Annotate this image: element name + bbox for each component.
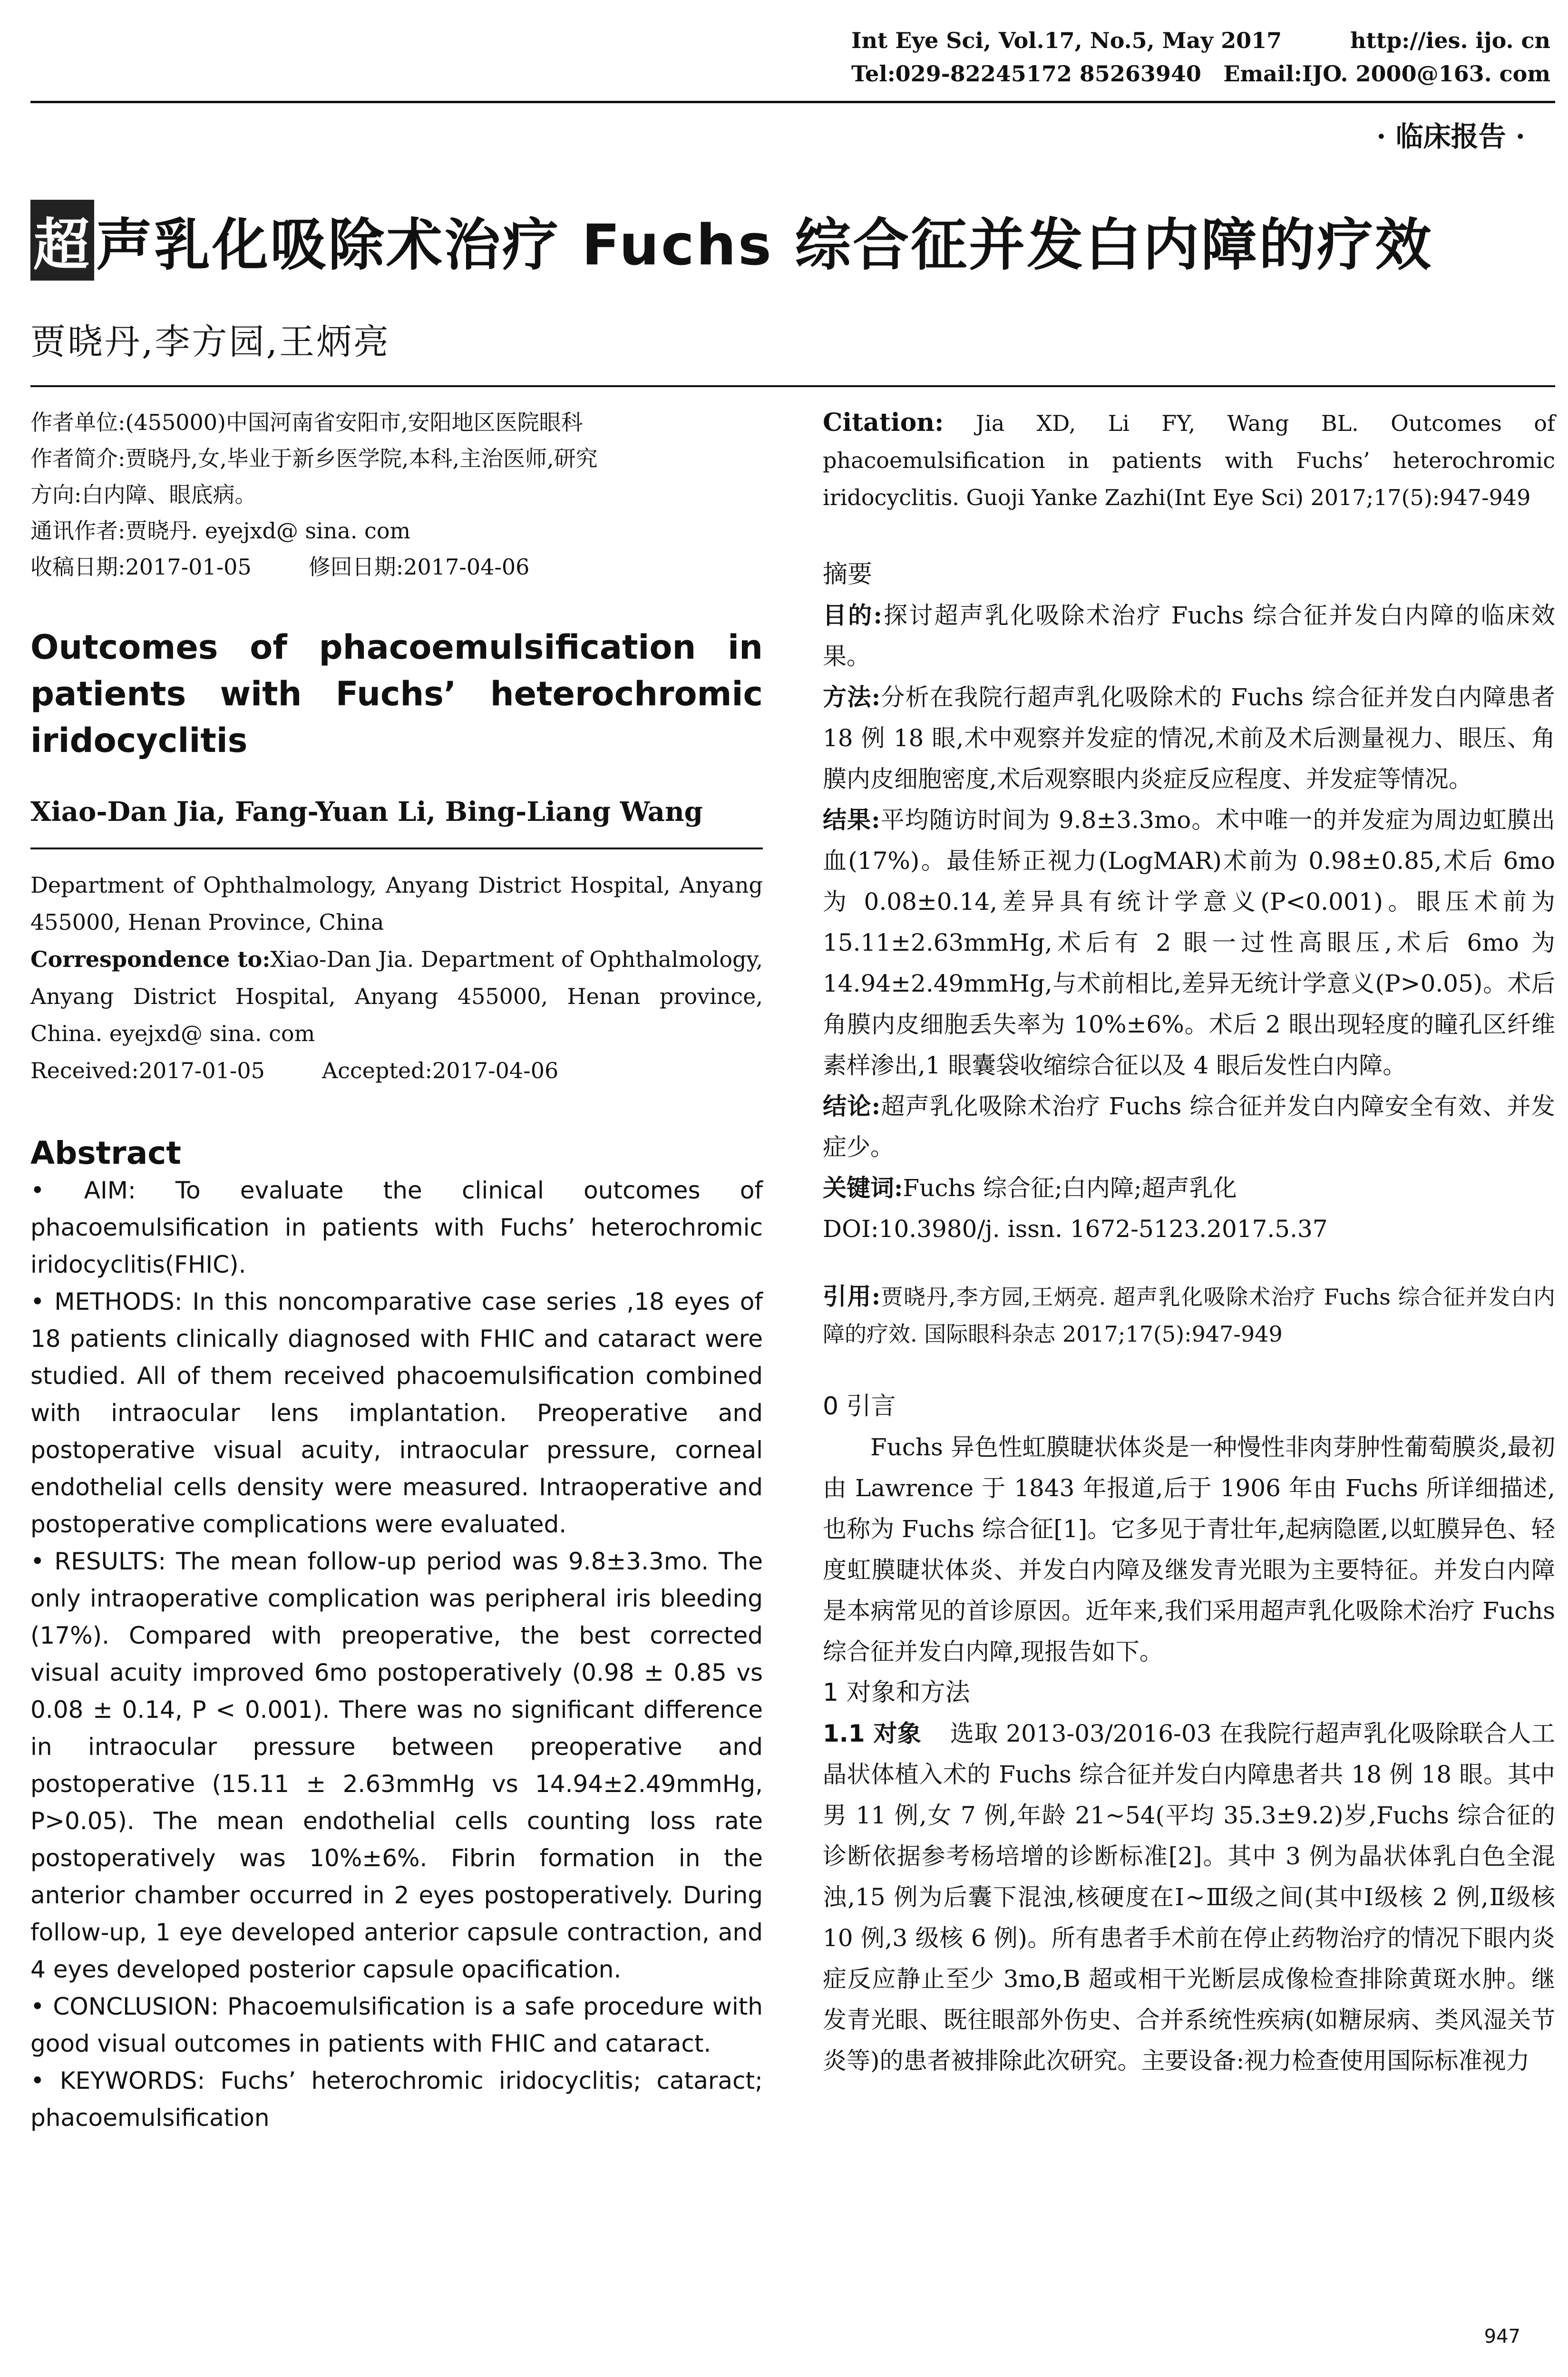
correspondence-text: Xiao-Dan Jia. Department of Ophthalmology, Anyang District Hospital, Anyang 455000, Henan province, China. eyejxd@ sina. com [30,946,763,1046]
author-bio-1: 作者简介:贾晓丹,女,毕业于新乡医学院,本科,主治医师,研究 [30,446,598,471]
authors-cn: 贾晓丹,李方园,王炳亮 [30,321,391,362]
accepted-en: Accepted:2017-04-06 [321,1058,559,1083]
article-title [30,200,1552,281]
abstract-conclusion: • CONCLUSION: Phacoemulsification is a safe procedure with good visual outcomes in patients with FHIC and cataract. [30,1993,763,2057]
revised-cn: 修回日期:2017-04-06 [308,554,530,580]
abstract-cn [823,595,1555,1249]
abstract-cn-conclusion-text: 超声乳化吸除术治疗 Fuchs 综合征并发白内障安全有效、并发症少。 [823,1092,1555,1161]
methods-subheading: 1.1 对象 [823,1720,922,1747]
article-category: · 临床报告 · [1376,120,1525,153]
journal-url: http://ies. ijo. cn [1350,28,1550,53]
abstract-methods: • METHODS: In this noncomparative case series ,18 eyes of 18 patients clinically diagnosed with FHIC and cataract were studied. All of them received phacoemulsification combined with intraocular lens implantation. Preoperative and postoperative visual acuity, intraocular pressure, corneal endothelial cells density were measured. Intraoperative and postoperative complications were evaluated. [30,1288,763,1538]
author-bio-2: 方向:白内障、眼底病。 [30,482,257,507]
abstract-cn-aim-text: 探讨超声乳化吸除术治疗 Fuchs 综合征并发白内障的临床效果。 [823,602,1555,670]
citation-en [823,404,1555,516]
abstract-cn-conclusion [823,1086,1555,1168]
abstract-cn-methods-label: 方法: [823,683,881,711]
abstract-cn-methods [823,677,1555,799]
citation-en-text: Jia XD, Li FY, Wang BL. Outcomes of phacoemulsification in patients with Fuchs’ heterochromic iridocyclitis. Guoji Yanke Zazhi(Int Eye Sci) 2017;17(5):947-949 [823,410,1555,510]
department: Department of Ophthalmology, Anyang District Hospital, Anyang 455000, Henan Province, China [30,872,763,935]
abstract-cn-results [823,799,1555,1086]
title-rest: 声乳化吸除术治疗 Fuchs 综合征并发白内障的疗效 [96,212,1433,278]
author-unit: 作者单位:(455000)中国河南省安阳市,安阳地区医院眼科 [30,409,583,435]
abstract-en [30,1172,763,2136]
abstract-aim: • AIM: To evaluate the clinical outcomes of phacoemulsification in patients with Fuchs’ heterochromic iridocyclitis(FHIC). [30,1177,763,1278]
header-rule [30,101,1555,103]
citation-en-label: Citation: [823,408,944,437]
intro-text: Fuchs 异色性虹膜睫状体炎是一种慢性非肉芽肿性葡萄膜炎,最初由 Lawrence 于 1843 年报道,后于 1906 年由 Fuchs 所详细描述,也称为 Fuchs 综合征[1]。它多见于青壮年,起病隐匿,以虹膜异色、轻度虹膜睫状体炎、并发白内障及继发青光眼为主要特征。并发白内障是本病常见的首诊原因。近年来,我们采用超声乳化吸除术治疗 Fuchs 综合征并发白内障,现报告如下。 [823,1433,1555,1666]
abstract-cn-results-text: 平均随访时间为 9.8±3.3mo。术中唯一的并发症为周边虹膜出血(17%)。最佳矫正视力(LogMAR)术前为 0.98±0.85,术后 6mo 为 0.08±0.14,差异具有统计学意义(P<0.001)。眼压术前为 15.11±2.63mmHg,术后有 2 眼一过性高眼压,术后 6mo 为 14.94±2.49mmHg,与术前相比,差异无统计学意义(P>0.05)。术后角膜内皮细胞丢失率为 10%±6%。术后 2 眼出现轻度的瞳孔区纤维素样渗出,1 眼囊袋收缩综合征以及 4 眼后发性白内障。 [823,806,1555,1079]
title-first-char: 超 [30,200,94,281]
abstract-cn-keywords-text: Fuchs 综合征;白内障;超声乳化 [903,1174,1237,1202]
abstract-cn-aim-label: 目的: [823,601,882,629]
methods-heading: 1 对象和方法 [823,1678,970,1707]
dates-cn [30,549,763,585]
correspondence [30,941,763,1052]
methods-text [823,1713,1555,2081]
methods-body: 选取 2013-03/2016-03 在我院行超声乳化吸除联合人工晶状体植入术的 Fuchs 综合征并发白内障患者共 18 例 18 眼。其中男 11 例,女 7 例,年龄 21~54(平均 35.3±9.2)岁,Fuchs 综合征的诊断依据参考杨培增的诊断标准[2]。其中 3 例为晶状体乳白色全混浊,15 例为后囊下混浊,核硬度在Ⅰ~Ⅲ级之间(其中Ⅰ级核 2 例,Ⅱ级核 10 例,3 级核 6 例)。所有患者手术前在停止药物治疗的情况下眼内炎症反应静止至少 3mo,B 超或相干光断层成像检查排除黄斑水肿。继发青光眼、既往眼部外伤史、合并系统性疾病(如糖尿病、类风湿关节炎等)的患者被排除此次研究。主要设备:视力检查使用国际标准视力 [823,1720,1555,2075]
abstract-cn-keywords [823,1168,1555,1208]
abstract-keywords: • KEYWORDS: Fuchs’ heterochromic iridocyclitis; cataract; phacoemulsification [30,2067,763,2132]
journal-email: Email:IJO. 2000@163. com [1223,61,1550,87]
page-number: 947 [1484,2326,1520,2348]
english-authors: Xiao-Dan Jia, Fang-Yuan Li, Bing-Liang Wang [30,796,703,828]
authors-rule [30,848,763,849]
running-header [851,24,1550,90]
abstract-results: • RESULTS: The mean follow-up period was 9.8±3.3mo. The only intraoperative complication was peripheral iris bleeding (17%). Compared with preoperative, the best corrected visual acuity improved 6mo postoperatively (0.98 ± 0.85 vs 0.08 ± 0.14, P < 0.001). There was no significant difference in intraocular pressure between preoperative and postoperative (15.11 ± 2.63mmHg vs 14.94±2.49mmHg, P>0.05). The mean endothelial cells counting loss rate postoperatively was 10%±6%. Fibrin formation in the anterior chamber occurred in 2 eyes postoperatively. During follow-up, 1 eye developed anterior capsule contraction, and 4 eyes developed posterior capsule opacification. [30,1548,763,1983]
journal-tel: Tel:029-82245172 85263940 [851,61,1201,87]
abstract-heading: Abstract [30,1135,181,1171]
citation-cn-text: 贾晓丹,李方园,王炳亮. 超声乳化吸除术治疗 Fuchs 综合征并发白内障的疗效. 国际眼科杂志 2017;17(5):947-949 [823,1284,1555,1347]
journal-citation: Int Eye Sci, Vol.17, No.5, May 2017 [851,28,1282,53]
abstract-cn-results-label: 结果: [823,806,880,834]
right-column [823,404,1555,2081]
received-cn: 收稿日期:2017-01-05 [30,554,252,580]
doi: DOI:10.3980/j. issn. 1672-5123.2017.5.37 [823,1215,1328,1243]
citation-cn [823,1278,1555,1353]
title-rule [30,385,1555,387]
abstract-cn-conclusion-label: 结论: [823,1092,881,1120]
received-en: Received:2017-01-05 [30,1058,265,1083]
abstract-cn-aim [823,595,1555,677]
abstract-cn-keywords-label: 关键词: [823,1174,903,1202]
corresponding-author: 通讯作者:贾晓丹. eyejxd@ sina. com [30,518,411,544]
abstract-cn-methods-text: 分析在我院行超声乳化吸除术的 Fuchs 综合征并发白内障患者 18 例 18 眼,术中观察并发症的情况,术前及术后测量视力、眼压、角膜内皮细胞密度,术后观察眼内炎症反应程度、并发症等情况。 [823,683,1555,793]
abstract-cn-heading: 摘要 [823,560,873,589]
author-info-cn [30,404,763,585]
left-column [30,404,763,2136]
intro-heading: 0 引言 [823,1392,896,1421]
english-affiliation [30,867,763,1089]
correspondence-label: Correspondence to: [30,946,271,972]
dates-en [30,1052,763,1089]
english-title: Outcomes of phacoemulsification in patients with Fuchs’ heterochromic iridocyclitis [30,628,763,760]
citation-cn-label: 引用: [823,1282,881,1310]
